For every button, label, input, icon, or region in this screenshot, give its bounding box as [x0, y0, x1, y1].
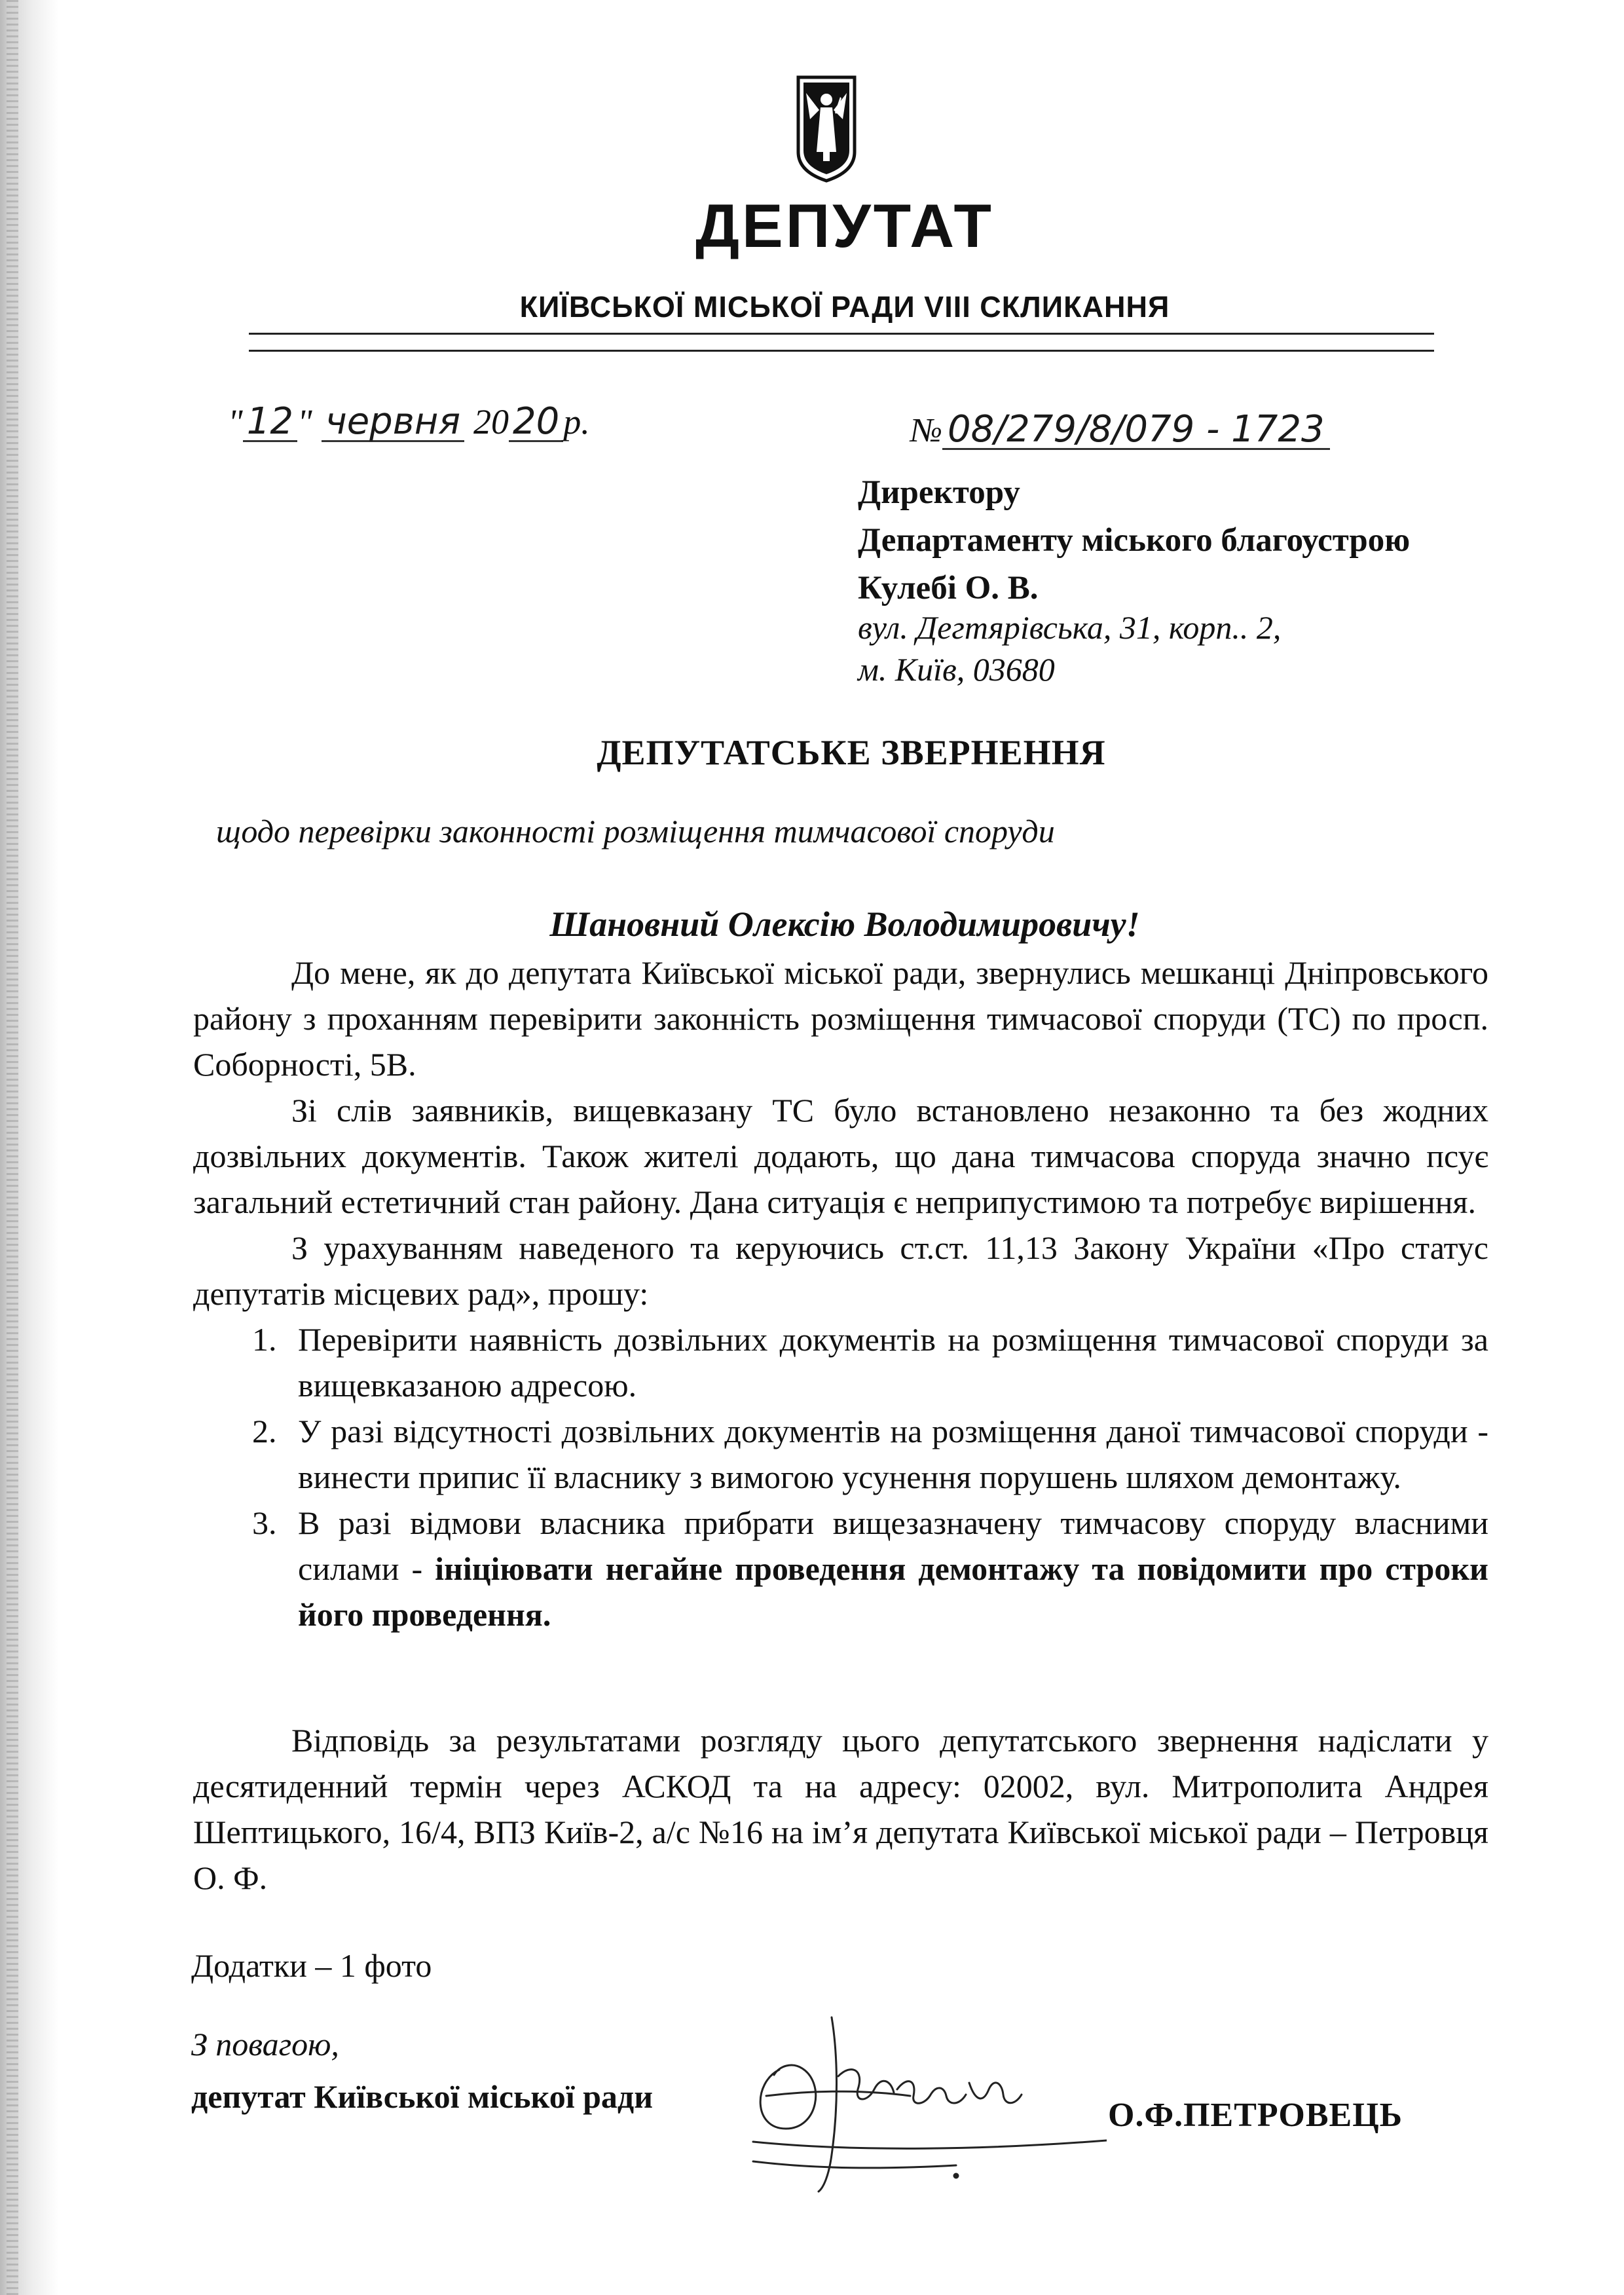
- request-list: [193, 1316, 1488, 1637]
- addressee-line: Кулебі О. В.: [858, 570, 1039, 606]
- request-item: [193, 1500, 1488, 1637]
- document-date: [228, 400, 590, 443]
- number-label: №: [910, 412, 943, 449]
- letterhead-rule-top: [249, 333, 1434, 335]
- request-emphasis: ініціювати негайне проведення демонтажу та повідомити про строки його проведення.: [298, 1550, 1488, 1633]
- request-number: 2.: [252, 1413, 277, 1449]
- attachments-note: Додатки – 1 фото: [191, 1947, 432, 1984]
- date-year-prefix: 20: [473, 402, 509, 441]
- body-paragraph: Зі слів заявників, вищевказану ТС було встановлено незаконно та без жодних дозвільних документів. Також жителі додають, що дана тимчасова споруда значно псує загальний естетичний стан району. Дана ситуація є неприпустимою та потребує вирішення.: [193, 1092, 1488, 1220]
- request-number: 1.: [252, 1321, 277, 1358]
- number-value: 08/279/8/079 - 1723: [942, 411, 1330, 450]
- request-text: Перевірити наявність дозвільних документів на розміщення тимчасової споруди за вищевказаною адресою.: [298, 1321, 1488, 1404]
- letter-body: [193, 950, 1488, 1637]
- kyiv-coat-of-arms-icon: [794, 73, 858, 183]
- date-year-suffix: 20: [509, 403, 563, 442]
- date-year-mark: р.: [563, 402, 590, 441]
- request-number: 3.: [252, 1504, 277, 1541]
- body-paragraph: До мене, як до депутата Київської міської ради, звернулись мешканці Дніпровського району з проханням перевірити законність розміщення тимчасової споруди (ТС) по просп. Соборності, 5В.: [193, 954, 1488, 1083]
- address-line: м. Київ, 03680: [858, 651, 1055, 688]
- address-line: вул. Дегтярівська, 31, корп.. 2,: [858, 609, 1282, 646]
- document-subject: щодо перевірки законності розміщення тимчасової споруди: [216, 813, 1055, 849]
- reply-instructions: [193, 1717, 1488, 1901]
- date-open-quote: ": [228, 402, 243, 441]
- addressee-line: Департаменту міського благоустрою: [858, 522, 1411, 559]
- document-number: [910, 408, 1330, 451]
- request-item: [193, 1408, 1488, 1500]
- addressee-address: [858, 606, 1281, 690]
- signatory-role: депутат Київської міської ради: [191, 2078, 654, 2115]
- closing-regards: З повагою,: [191, 2026, 339, 2062]
- document-title: ДЕПУТАТСЬКЕ ЗВЕРНЕННЯ: [597, 733, 1106, 772]
- addressee-block: [858, 469, 1410, 612]
- salutation: Шановний Олексію Володимировичу!: [549, 905, 1140, 944]
- handwritten-signature: [740, 1998, 1107, 2194]
- letterhead-title: ДЕПУТАТ: [695, 191, 994, 260]
- scan-edge: [0, 0, 59, 2295]
- signatory-name: О.Ф.ПЕТРОВЕЦЬ: [1108, 2097, 1403, 2134]
- reply-paragraph: Відповідь за результатами розгляду цього депутатського звернення надіслати у десятиденний термін через АСКОД та на адресу: 02002, вул. Митрополита Андрея Шептицького, 16/4, ВПЗ Київ-2, а/с №16 на ім’я депутата Київської міської ради – Петровця О. Ф.: [193, 1722, 1488, 1896]
- letterhead-council: КИЇВСЬКОЇ МІСЬКОЇ РАДИ VIII СКЛИКАННЯ: [519, 290, 1170, 324]
- letterhead-rule-bottom: [249, 350, 1434, 352]
- date-close-quote: ": [297, 402, 312, 441]
- date-month: червня: [322, 403, 464, 442]
- addressee-line: Директору: [858, 474, 1020, 511]
- body-paragraph: З урахуванням наведеного та керуючись ст.ст. 11,13 Закону України «Про статус депутатів місцевих рад», прошу:: [193, 1229, 1488, 1312]
- request-text: У разі відсутності дозвільних документів на розміщення даної тимчасової споруди - винести припис її власнику з вимогою усунення порушень шляхом демонтажу.: [298, 1413, 1488, 1495]
- date-day: 12: [243, 403, 297, 442]
- request-item: [193, 1316, 1488, 1408]
- request-text: В разі відмови власника прибрати вищезазначену тимчасову споруду власними силами -: [298, 1504, 1488, 1587]
